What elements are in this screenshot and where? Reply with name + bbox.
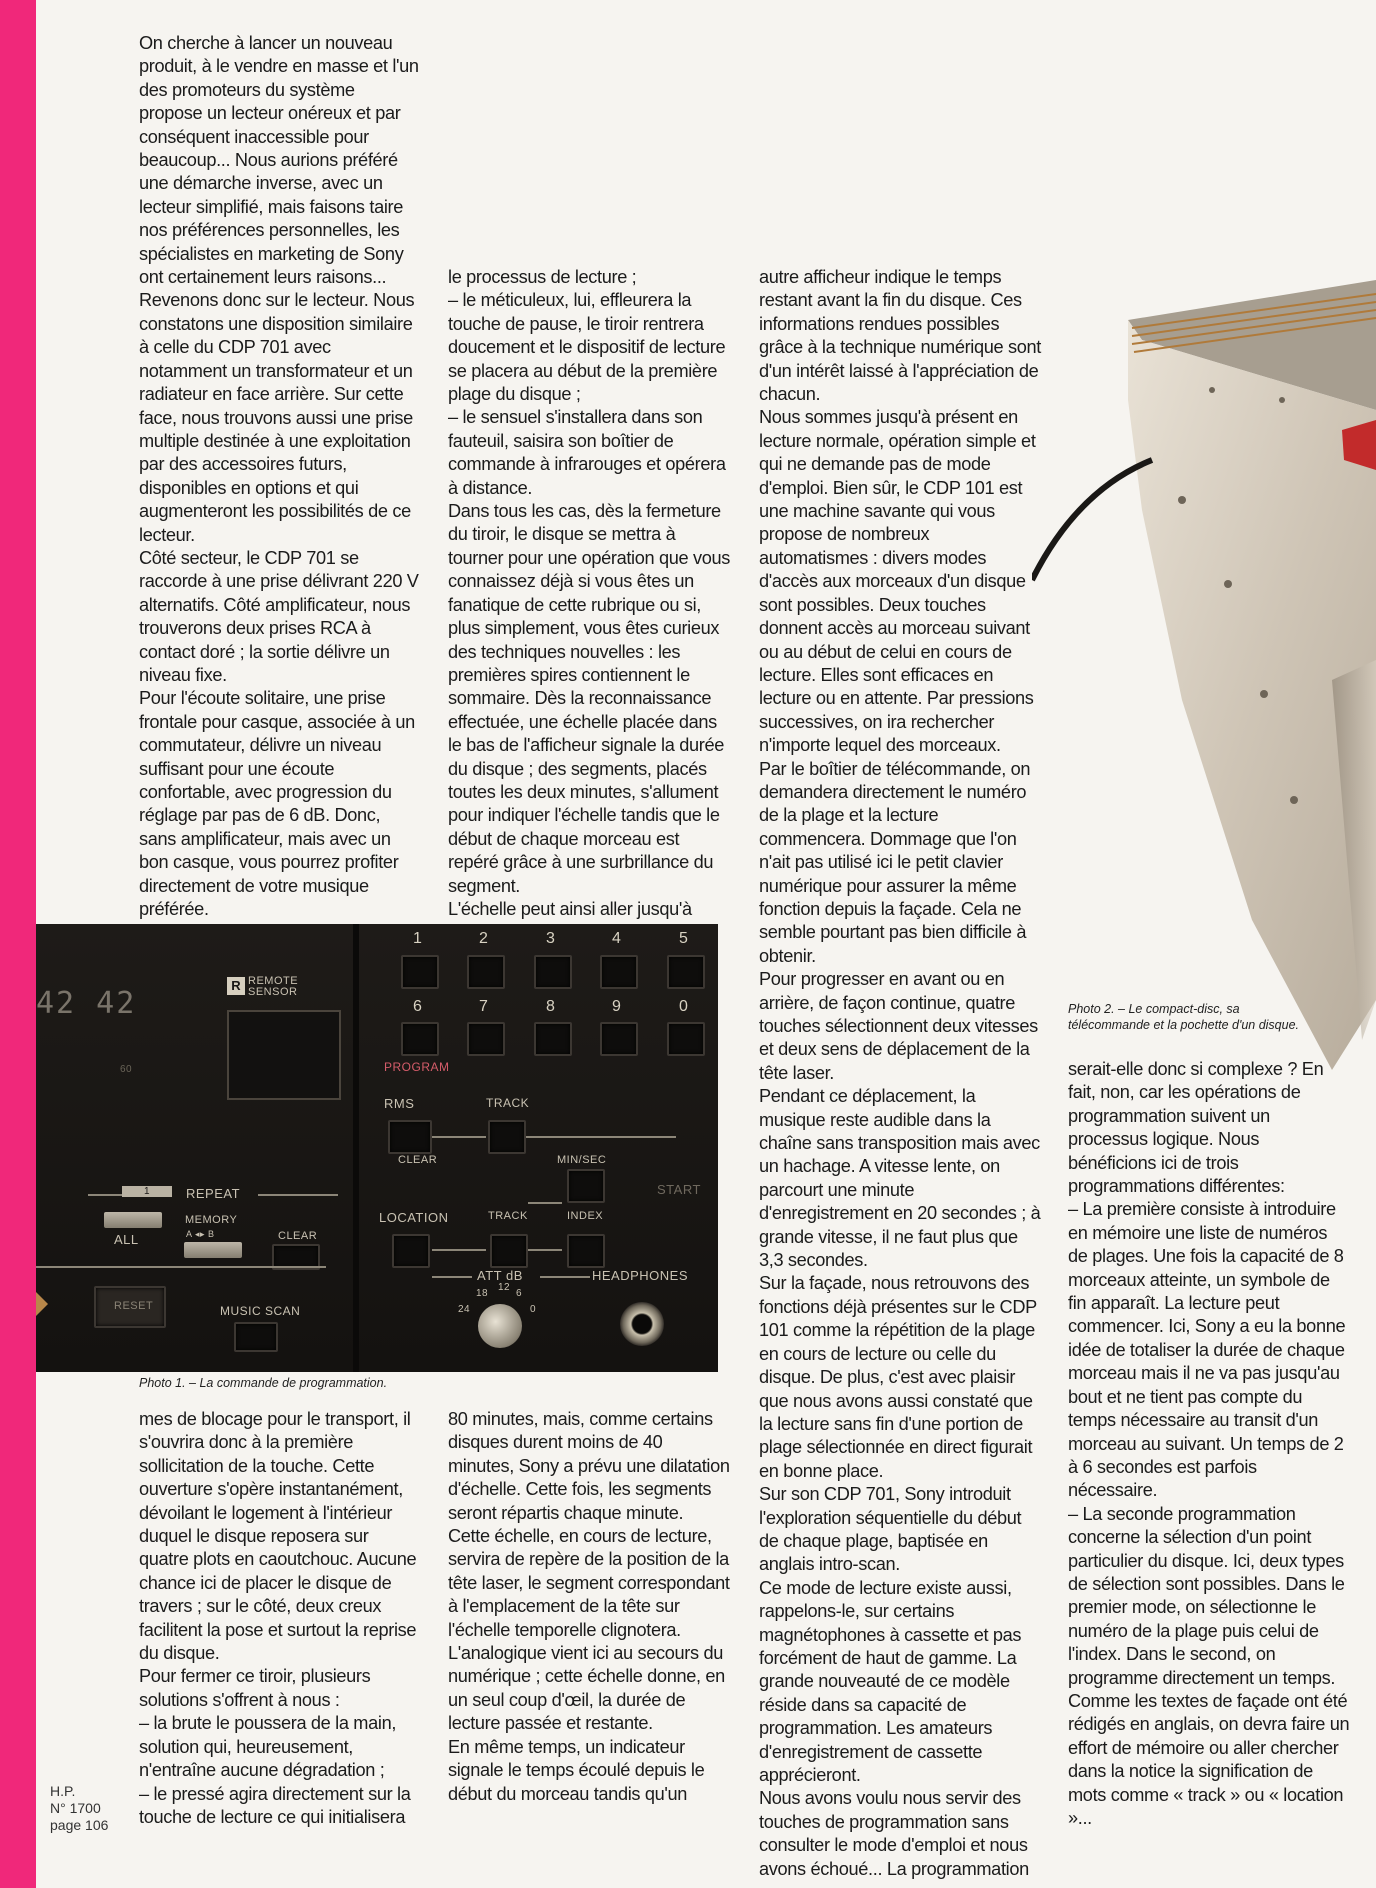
key-6-button[interactable] bbox=[401, 1022, 439, 1056]
key-0-button[interactable] bbox=[667, 1022, 705, 1056]
track-button[interactable] bbox=[488, 1120, 526, 1154]
att-value-24: 24 bbox=[458, 1304, 471, 1315]
connector-line bbox=[528, 1249, 562, 1251]
time-display: 42 42 bbox=[36, 986, 137, 1021]
repeat-one-button[interactable] bbox=[104, 1212, 162, 1228]
music-scan-button[interactable] bbox=[234, 1322, 278, 1352]
key-7-button[interactable] bbox=[467, 1022, 505, 1056]
photo-2-caption-line-2: télécommande et la pochette d'un disque. bbox=[1068, 1018, 1300, 1032]
paragraph: autre afficheur indique le temps restant avant la fin du disque. Ces informations rendues possibles grâce à la technique numérique sont d'un intérêt laissé à l'appréciation de chacun. bbox=[759, 267, 1041, 405]
remote-sensor-window bbox=[227, 1010, 341, 1100]
att-value-6: 6 bbox=[516, 1288, 523, 1299]
device-cable bbox=[1032, 460, 1152, 580]
photo-1-caption: Photo 1. – La commande de programmation. bbox=[139, 1376, 388, 1390]
paragraph: Dans tous les cas, dès la fermeture du tiroir, le disque se mettra à tourner pour une opération que vous connaissez déjà si vous êtes un fanatique de cette rubrique ou si, plus simplement, vous êtes curieux des techniques nouvelles : les premières spires contiennent le sommaire. Dès la reconnaissance effectuée, une échelle placée dans le bas de l'afficheur signale la durée du disque ; des segments, placés toutes les deux minutes, s'allument pour indiquer l'échelle tandis que le début de chaque morceau est repéré grâce à une surbrillance du segment. bbox=[448, 501, 730, 896]
column-3 bbox=[759, 266, 1041, 1881]
digit-0-label: 0 bbox=[679, 998, 688, 1015]
folio-magazine: H.P. bbox=[50, 1783, 76, 1799]
key-9-button[interactable] bbox=[600, 1022, 638, 1056]
folio-issue: N° 1700 bbox=[50, 1800, 101, 1816]
paragraph: On cherche à lancer un nouveau produit, à le vendre en masse et l'un des promoteurs du système propose un lecteur onéreux et par conséquent inaccessible pour beaucoup... Nous aurions préféré une démarche inverse, avec un lecteur simplifié, mais faisons taire nos préférences personnelles, les spécialistes en marketing de Sony ont certainement leurs raisons... bbox=[139, 33, 419, 288]
connector-line bbox=[528, 1202, 562, 1204]
att-value-18: 18 bbox=[476, 1288, 489, 1299]
key-8-button[interactable] bbox=[534, 1022, 572, 1056]
min-sec-label: MIN/SEC bbox=[557, 1154, 607, 1166]
connector-line bbox=[432, 1136, 486, 1138]
connector-line bbox=[540, 1276, 590, 1278]
key-3-button[interactable] bbox=[534, 955, 572, 989]
key-2-button[interactable] bbox=[467, 955, 505, 989]
connector-line bbox=[432, 1249, 486, 1251]
program-label: PROGRAM bbox=[384, 1060, 450, 1074]
attenuator-knob[interactable] bbox=[478, 1304, 522, 1348]
location-label: LOCATION bbox=[379, 1210, 449, 1225]
clear-2-label: CLEAR bbox=[278, 1230, 318, 1242]
paragraph: serait-elle donc si complexe ? En fait, non, car les opérations de programmation suivent un processus logique. Nous bénéficions ici de trois programmations différentes: bbox=[1068, 1059, 1324, 1197]
remote-sensor-label: REMOTE SENSOR bbox=[248, 975, 299, 998]
page-folio bbox=[50, 1783, 108, 1834]
photo-2-caption bbox=[1068, 1001, 1358, 1033]
digit-5-label: 5 bbox=[679, 930, 688, 947]
paragraph: Nous avons voulu nous servir des touches de programmation sans consulter le mode d'emploi et nous avons échoué... La programmation bbox=[759, 1788, 1029, 1879]
index-label: INDEX bbox=[567, 1210, 604, 1222]
paragraph: Cette échelle, en cours de lecture, servira de repère de la position de la tête laser, le segment correspondant à l'emplacement de la tête sur l'échelle temporelle clignotera. bbox=[448, 1526, 730, 1640]
paragraph: Sur la façade, nous retrouvons des fonctions déjà présentes sur le CDP 101 comme la répétition de la plage en cours de lecture ou celle du disque. De plus, c'est avec plaisir que nous avons aussi constaté que la lecture sans fin d'une portion de plage sélectionnée en direct figurait en bonne place. bbox=[759, 1273, 1037, 1481]
clear-label: CLEAR bbox=[398, 1154, 438, 1166]
att-value-0: 0 bbox=[530, 1304, 537, 1315]
paragraph: Nous sommes jusqu'à présent en lecture normale, opération simple et qui ne demande pas de mode d'emploi. Bien sûr, le CDP 101 est une machine savante qui vous propose de nombreux automatismes : divers modes d'accès aux morceaux d'un disque sont possibles. Deux touches donnent accès au morceau suivant ou au début de celui en cours de lecture. Elles sont efficaces en lecture ou en attente. Par pressions successives, on ira rechercher n'importe lequel des morceaux. bbox=[759, 407, 1036, 756]
memory-label: MEMORY bbox=[185, 1214, 238, 1226]
digit-1-label: 1 bbox=[413, 930, 422, 947]
all-label: ALL bbox=[114, 1232, 139, 1247]
repeat-label: REPEAT bbox=[186, 1186, 241, 1201]
paragraph: Sur son CDP 701, Sony introduit l'exploration séquentielle du début de chaque plage, baptisée en anglais intro-scan. bbox=[759, 1484, 1022, 1575]
photo-2-caption-line-1: Photo 2. – Le compact-disc, sa bbox=[1068, 1002, 1240, 1016]
panel-divider bbox=[353, 924, 359, 1372]
digit-6-label: 6 bbox=[413, 998, 422, 1015]
key-5-button[interactable] bbox=[667, 955, 705, 989]
column-4 bbox=[1068, 1058, 1350, 1830]
paragraph: Pour progresser en avant ou en arrière, de façon continue, quatre touches sélectionnent deux vitesses et deux sens de déplacement de la tête laser. bbox=[759, 969, 1038, 1083]
digit-7-label: 7 bbox=[479, 998, 488, 1015]
paragraph: Revenons donc sur le lecteur. Nous constatons une disposition similaire à celle du CDP 701 avec notamment un transformateur et un radiateur en face arrière. Sur cette face, nous trouvons aussi une prise multiple destinée à une exploitation par des accessoires futurs, disponibles en options et qui augmenteront les possibilités de ce lecteur. bbox=[139, 290, 415, 545]
photo-2-compact-disc-device bbox=[1032, 280, 1376, 1070]
music-scan-label: MUSIC SCAN bbox=[220, 1304, 301, 1318]
location-button[interactable] bbox=[392, 1234, 430, 1268]
index-button[interactable] bbox=[567, 1234, 605, 1268]
rms-button[interactable] bbox=[388, 1120, 432, 1154]
folio-page-number: page 106 bbox=[50, 1817, 109, 1833]
connector-line bbox=[36, 1266, 326, 1268]
paragraph: – le méticuleux, lui, effleurera la touche de pause, le tiroir rentrera doucement et le dispositif de lecture se placera au début de la première plage du disque ; bbox=[448, 290, 726, 405]
memory-ab-label: A ◂▸ B bbox=[186, 1229, 215, 1239]
sensor-logo: R bbox=[227, 977, 245, 995]
arrow-icon bbox=[36, 1292, 48, 1316]
paragraph: – le pressé agira directement sur la touche de lecture ce qui initialisera bbox=[139, 1783, 411, 1827]
column-2-top bbox=[448, 266, 730, 921]
att-value-12: 12 bbox=[498, 1282, 511, 1293]
connector-line bbox=[526, 1136, 676, 1138]
track-2-button[interactable] bbox=[490, 1234, 528, 1268]
label-60: 60 bbox=[120, 1064, 133, 1075]
connector-line bbox=[432, 1276, 472, 1278]
digit-2-label: 2 bbox=[479, 930, 488, 947]
reset-label: RESET bbox=[114, 1300, 154, 1312]
track-label: TRACK bbox=[486, 1096, 530, 1110]
paragraph: le processus de lecture ; bbox=[448, 267, 637, 287]
headphones-label: HEADPHONES bbox=[592, 1268, 689, 1283]
paragraph: – la brute le poussera de la main, solution qui, heureusement, n'entraîne aucune dégradation ; bbox=[139, 1713, 397, 1781]
start-label: START bbox=[657, 1182, 701, 1197]
column-2-bottom bbox=[448, 1408, 730, 1806]
digit-3-label: 3 bbox=[546, 930, 555, 947]
paragraph: Ce mode de lecture existe aussi, rappelons-le, sur certains magnétophones à cassette et pas forcément de haut de gamme. La grande nouveauté de ce modèle réside dans sa capacité de programmation. Les amateurs d'enregistrement de cassette apprécieront. bbox=[759, 1577, 1022, 1785]
paragraph: L'échelle peut ainsi aller jusqu'à bbox=[448, 898, 692, 919]
paragraph: Côté secteur, le CDP 701 se raccorde à une prise délivrant 220 V alternatifs. Côté amplificateur, nous trouverons deux prises RCA à contact doré ; la sortie délivre un niveau fixe. bbox=[139, 547, 419, 685]
paragraph: L'analogique vient ici au secours du numérique ; cette échelle donne, en un seul coup d'œil, la durée de lecture passée et restante. bbox=[448, 1643, 725, 1734]
paragraph: En même temps, un indicateur signale le temps écoulé depuis le début du morceau tandis qu'un bbox=[448, 1736, 705, 1804]
track-2-label: TRACK bbox=[488, 1210, 528, 1222]
digit-4-label: 4 bbox=[612, 930, 621, 947]
paragraph: mes de blocage pour le transport, il s'ouvrira donc à la première sollicitation de la touche. Cette ouverture s'opère instantanément, dévoilant le logement à l'intérieur duquel le disque reposera sur quatre plots en caoutchouc. Aucune chance ici de placer le disque de travers ; sur le côté, deux creux facilitent la pose et surtout la reprise du disque. bbox=[139, 1409, 417, 1664]
key-1-button[interactable] bbox=[401, 955, 439, 989]
paragraph: Par le boîtier de télécommande, on demandera directement le numéro de la plage et la lecture commencera. Dommage que l'on n'ait pas utilisé ici le petit clavier numérique pour assurer la même fonction depuis la façade. Cela ne semble pourtant pas bien difficile à obtenir. bbox=[759, 758, 1031, 966]
paragraph: Pendant ce déplacement, la musique reste audible dans la chaîne sans transposition mais avec un hachage. A vitesse lente, on parcourt une minute d'enregistrement en 20 secondes ; à grande vitesse, il ne faut plus que 3,3 secondes. bbox=[759, 1086, 1041, 1271]
connector-line bbox=[258, 1194, 338, 1196]
column-1-top bbox=[139, 32, 421, 968]
memory-button[interactable] bbox=[184, 1242, 242, 1258]
paragraph: Pour fermer ce tiroir, plusieurs solutions s'offrent à nous : bbox=[139, 1666, 371, 1710]
column-1-bottom bbox=[139, 1408, 421, 1829]
paragraph: 80 minutes, mais, comme certains disques durent moins de 40 minutes, Sony a prévu une dilatation d'échelle. Cette fois, les segments seront répartis chaque minute. bbox=[448, 1409, 730, 1523]
att-db-label: ATT dB bbox=[477, 1268, 523, 1283]
min-sec-button[interactable] bbox=[567, 1169, 605, 1203]
rms-label: RMS bbox=[384, 1096, 415, 1111]
pink-margin-bar bbox=[0, 0, 36, 1888]
paragraph: – La première consiste à introduire en mémoire une liste de numéros de plages. Une fois la capacité de 8 morceaux atteinte, un symbole de fin apparaît. La lecture peut commencer. Ici, Sony a eu la bonne idée de totaliser la durée de chaque morceau mais il ne va pas jusqu'au bout et ne tient pas compte du temps nécessaire au transit d'un morceau au suivant. Un temps de 2 à 6 secondes est parfois nécessaire. bbox=[1068, 1199, 1346, 1501]
paragraph: Pour l'écoute solitaire, une prise frontale pour casque, associée à un commutateur, délivre un niveau suffisant pour une écoute confortable, avec progression du réglage par pas de 6 dB. Donc, sans amplificateur, mais avec un bon casque, vous pourrez profiter directement de votre musique préférée. bbox=[139, 688, 415, 920]
paragraph: – La seconde programmation concerne la sélection d'un point particulier du disque. Ici, deux types de sélection sont possibles. Dans le premier mode, on sélectionne le numéro de la plage puis celui de l'index. Dans le second, on programme directement un temps. Comme les textes de façade ont été rédigés en anglais, on devra faire un effort de mémoire ou aller chercher dans la notice la signification de mots comme « track » ou « location »... bbox=[1068, 1503, 1350, 1828]
headphones-jack[interactable] bbox=[620, 1302, 664, 1346]
digit-9-label: 9 bbox=[612, 998, 621, 1015]
digit-8-label: 8 bbox=[546, 998, 555, 1015]
key-4-button[interactable] bbox=[600, 955, 638, 989]
photo-1-control-panel bbox=[36, 924, 718, 1372]
repeat-one-label: 1 bbox=[122, 1186, 172, 1197]
paragraph: – le sensuel s'installera dans son fauteuil, saisira son boîtier de commande à infrarouges et opérera à distance. bbox=[448, 407, 726, 498]
